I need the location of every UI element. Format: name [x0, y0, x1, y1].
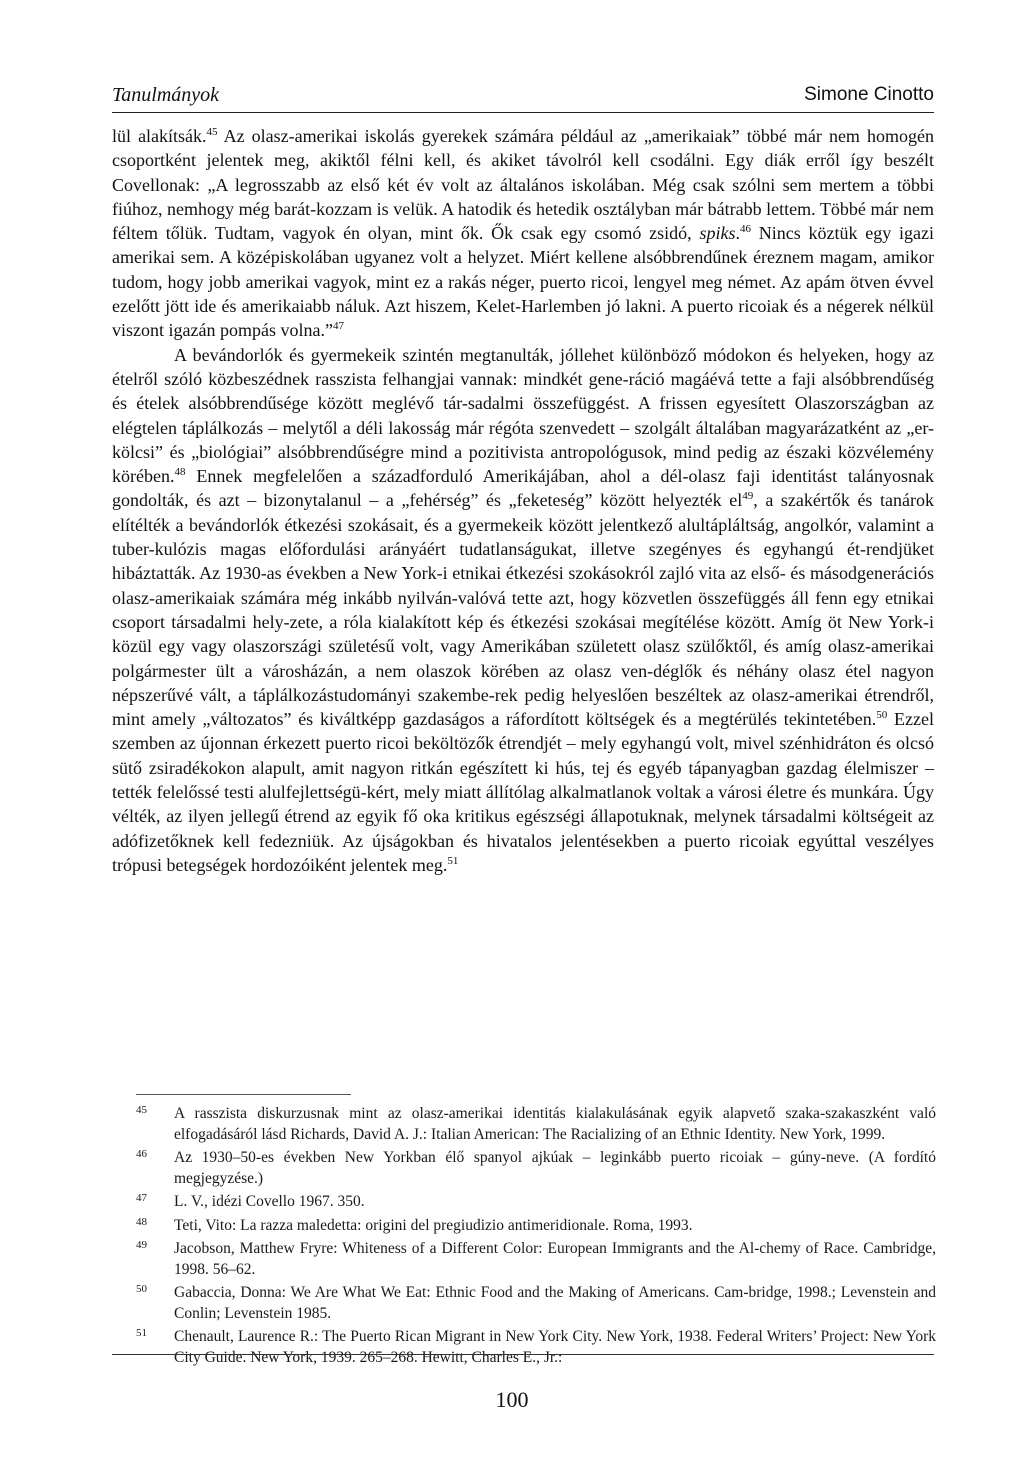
footnote-number: 47: [136, 1192, 147, 1204]
paragraph: [112, 343, 934, 878]
text-run: Ennek megfelelően a századforduló Amerikájában, ahol a dél-olasz faji identitást talányosnak gondolták, és azt – bizonytalanul – a „fehérség” és „feketeség” között helyezték el: [112, 466, 934, 511]
paragraph: [112, 124, 934, 343]
running-header: [112, 84, 934, 113]
running-title: Tanulmányok: [112, 84, 220, 106]
body-text: [112, 124, 934, 877]
footnote-number: 45: [136, 1104, 147, 1116]
footnote-ref: 48: [174, 466, 186, 479]
footnote-ref: 45: [206, 126, 218, 138]
text-run: Az olasz-amerikai iskolás gyerekek számára például az „amerikaiak” többé már nem homogén csoportként jelentek meg, akiktől félni kell, és akiket távolról kell csodálni. Egy diák erről így beszélt Covellonak: „A legrosszabb az első két év volt az általános iskolában. Még csak szólni sem mertem a többi fiúhoz, nemhogy még barát-kozzam is velük. A hatodik és hetedik osztályban már bátrabb lettem. Többé már nem féltem tőlük. Tudtam, vagyok én olyan, mint ők. Ők csak egy csomó zsidó,: [112, 126, 934, 244]
footnote-ref: 50: [876, 709, 888, 722]
footnote: [136, 1283, 936, 1324]
footnote-ref: 46: [739, 223, 751, 236]
footnote-number: 48: [136, 1215, 147, 1228]
italic-term: spiks: [699, 223, 736, 244]
footnotes: [136, 1104, 936, 1371]
text-run: Nincs köztük egy igazi amerikai sem. A középiskolában ugyanez volt a helyzet. Miért kellene alsóbbrendűnek éreznem magam, amikor tudom, hogy jobb amerikai vagyok, mint ez a rakás néger, puerto ricoi, lengyel meg német. Az apám ötven évvel ezelőtt jött ide és amerikaiabb náluk. Azt hiszem, Kelet-Harlemben jó lakni. A puerto ricoiak és a négerek nélkül viszont igazán pompás volna.”: [112, 223, 934, 341]
author-name: Simone Cinotto: [804, 84, 934, 105]
text-run: lül alakítsák.: [112, 126, 207, 146]
footnote-number: 49: [136, 1239, 147, 1251]
text-run: .: [735, 223, 740, 244]
footnote-text: Teti, Vito: La razza maledetta: origini del pregiudizio antimeridionale. Roma, 1993.: [174, 1216, 693, 1234]
footnote: [136, 1327, 936, 1368]
footnote-text: Jacobson, Matthew Fryre: Whiteness of a Different Color: European Immigrants and the Al-chemy of Race. Cambridge, 1998. 56–62.: [174, 1240, 936, 1278]
footnote-separator: [136, 1094, 351, 1095]
footnote-text: Az 1930–50-es években New Yorkban élő spanyol ajkúak – leginkább puerto ricoiak – gúny-neve. (A fordító megjegyzése.): [174, 1149, 936, 1187]
footnote-ref: 51: [447, 854, 459, 867]
footnote-number: 50: [136, 1283, 147, 1295]
footnote: [136, 1148, 936, 1189]
footnote-ref: 49: [742, 490, 754, 503]
footnote-text: L. V., idézi Covello 1967. 350.: [174, 1193, 365, 1210]
footnote-text: A rasszista diskurzusnak mint az olasz-amerikai identitás kialakulásának egyik alapvető szaka-szakaszként való elfogadásáról lásd Richards, David A. J.: Italian American: The Racializing of an Ethnic Identity. New York, 1999.: [174, 1105, 936, 1143]
footnote-number: 46: [136, 1148, 147, 1160]
text-run: Ezzel szemben az újonnan érkezett puerto ricoi beköltözők étrendjét – mely egyhangú volt, mivel szénhidráton és olcsó sütő zsiradékokon alapult, amit nagyon ritkán egészített ki hús, tej és egyéb tápanyagban gazdag élelmiszer – tették felelőssé testi alulfejlettségü-kért, mely miatt állítólag alkalmatlanok voltak a városi életre és munkára. Úgy vélték, az ilyen jellegű étrend az egyik fő oka kritikus egészségi állapotuknak, melynek társadalmi költségeit az adófizetőknek kell fedezniük. Az újságokban és hivatalos jelentésekben a puerto ricoiak egyúttal veszélyes trópusi betegségek hordozóiként jelentek meg.: [112, 709, 934, 875]
footnote-number: 51: [136, 1327, 147, 1339]
footnote: [136, 1216, 936, 1237]
bottom-rule: [112, 1354, 934, 1355]
text-run: , a szakértők és tanárok elítélték a bevándorlók étkezési szokásait, és a gyermekeik között jelentkező alultápláltság, angolkór, valamint a tuber-kulózis magas előfordulási arányáért tudatlanságukat, illetve szegényes és egyhangú ét-rendjüket hibáztatták. Az 1930-as években a New York-i etnikai étkezési szokásokról zajló vita az első- és másodgenerációs olasz-amerikaiak számára még inkább nyilván-valóvá tette azt, hogy közvetlen összefüggés áll fenn egy etnikai csoport társadalmi hely-zete, a róla kialakított kép és étkezési szokásai megítélése között. Amíg öt New York-i közül egy vagy olaszországi születésű volt, vagy Amerikában született olasz szülőktől, és amíg olasz-amerikai polgármester ült a városházán, a nem olaszok körében az olasz ven-déglők és néhány olasz étel nagyon népszerűvé vált, a táplálkozástudományi szakembe-rek pedig helyeslően beszéltek az olasz-amerikai étrendről, mint amely „változatos” és kiváltképp gazdaságos a ráfordított költségek és a megtérülés tekintetében.: [112, 490, 934, 730]
footnote-text: Gabaccia, Donna: We Are What We Eat: Ethnic Food and the Making of Americans. Cam-bridge, 1998.; Levenstein and Conlin; Levenstein 1985.: [174, 1284, 936, 1322]
page-number: 100: [495, 1387, 529, 1412]
footnote: [136, 1239, 936, 1280]
footnote: [136, 1192, 936, 1213]
footnote: [136, 1104, 936, 1145]
footnote-text: Chenault, Laurence R.: The Puerto Rican Migrant in New York City. New York, 1938. Federal Writers’ Project: New York City Guide. New York, 1939. 265–268. Hewitt, Charles E., Jr.:: [174, 1328, 936, 1366]
text-run: A bevándorlók és gyermekeik szintén megtanulták, jóllehet különböző módokon és helyeken, hogy az ételről szóló közbeszédnek rasszista felhangjai vannak: mindkét gene-ráció magáévá tette a faji alsóbbrendűség és ételek alsóbbrendűsége között meglévő tár-sadalmi összefüggést. A frissen egyesített Olaszországban az elégtelen táplálkozás – melytől a déli lakosság már régóta szenvedett – szolgált általában magyarázatként az „er-kölcsi” és „biológiai” alsóbbrendűségre mind a pozitivista antropológusok, mind pedig az északi közvélemény körében.: [112, 344, 934, 487]
footnote-ref: 47: [332, 320, 344, 333]
